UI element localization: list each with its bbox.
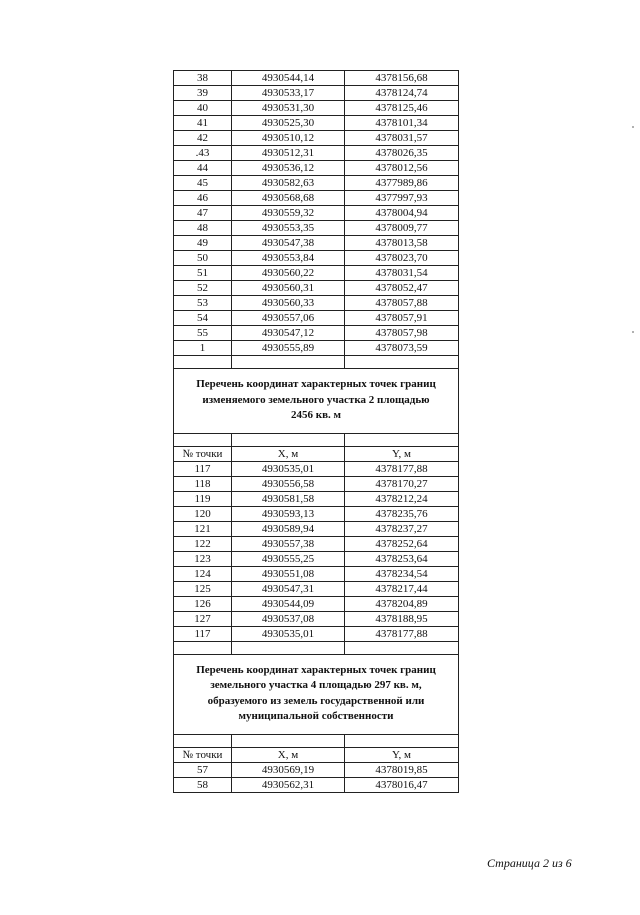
blank-cell — [345, 734, 459, 747]
y-coordinate-cell: 4378188,95 — [345, 611, 459, 626]
x-coordinate-cell: 4930544,14 — [232, 71, 345, 86]
table-row — [174, 101, 459, 116]
page-number: Страница 2 из 6 — [487, 856, 572, 870]
point-number-cell: 57 — [174, 762, 232, 777]
table-row — [174, 491, 459, 506]
point-number-cell: 58 — [174, 777, 232, 792]
coordinates-table-body — [174, 71, 459, 793]
table-row — [174, 777, 459, 792]
blank-cell — [174, 433, 232, 446]
y-coordinate-cell: 4378125,46 — [345, 101, 459, 116]
y-coordinate-header: Y, м — [345, 747, 459, 762]
y-coordinate-header: Y, м — [345, 446, 459, 461]
y-coordinate-cell: 4378124,74 — [345, 86, 459, 101]
x-coordinate-cell: 4930559,32 — [232, 206, 345, 221]
point-number-cell: .43 — [174, 146, 232, 161]
y-coordinate-cell: 4378073,59 — [345, 341, 459, 356]
x-coordinate-cell: 4930537,08 — [232, 611, 345, 626]
point-number-cell: 46 — [174, 191, 232, 206]
y-coordinate-cell: 4378052,47 — [345, 281, 459, 296]
y-coordinate-cell: 4378177,88 — [345, 626, 459, 641]
table-header-row — [174, 747, 459, 762]
table-row — [174, 206, 459, 221]
point-number-cell: 126 — [174, 596, 232, 611]
point-number-cell: 118 — [174, 476, 232, 491]
x-coordinate-cell: 4930582,63 — [232, 176, 345, 191]
point-number-cell: 124 — [174, 566, 232, 581]
blank-row — [174, 641, 459, 654]
x-coordinate-cell: 4930556,58 — [232, 476, 345, 491]
x-coordinate-cell: 4930547,12 — [232, 326, 345, 341]
blank-row — [174, 734, 459, 747]
x-coordinate-cell: 4930581,58 — [232, 491, 345, 506]
section-title-line: Перечень координат характерных точек границ — [196, 378, 436, 390]
table-row — [174, 581, 459, 596]
table-row — [174, 161, 459, 176]
x-coordinate-cell: 4930568,68 — [232, 191, 345, 206]
point-number-cell: 41 — [174, 116, 232, 131]
x-coordinate-cell: 4930535,01 — [232, 461, 345, 476]
y-coordinate-cell: 4378170,27 — [345, 476, 459, 491]
table-row — [174, 506, 459, 521]
point-number-cell: 55 — [174, 326, 232, 341]
y-coordinate-cell: 4378156,68 — [345, 71, 459, 86]
x-coordinate-cell: 4930535,01 — [232, 626, 345, 641]
point-number-cell: 45 — [174, 176, 232, 191]
x-coordinate-cell: 4930555,25 — [232, 551, 345, 566]
x-coordinate-cell: 4930560,33 — [232, 296, 345, 311]
point-number-cell: 53 — [174, 296, 232, 311]
table-row — [174, 251, 459, 266]
point-number-cell: 120 — [174, 506, 232, 521]
table-row — [174, 326, 459, 341]
point-number-cell: 1 — [174, 341, 232, 356]
blank-cell — [232, 433, 345, 446]
y-coordinate-cell: 4378012,56 — [345, 161, 459, 176]
x-coordinate-cell: 4930569,19 — [232, 762, 345, 777]
point-number-cell: 125 — [174, 581, 232, 596]
table-row — [174, 551, 459, 566]
section-title-line: муниципальной собственности — [238, 710, 394, 722]
x-coordinate-header: X, м — [232, 747, 345, 762]
table-row — [174, 236, 459, 251]
x-coordinate-cell: 4930547,38 — [232, 236, 345, 251]
table-row — [174, 221, 459, 236]
blank-cell — [174, 734, 232, 747]
table-row — [174, 476, 459, 491]
point-number-cell: 39 — [174, 86, 232, 101]
y-coordinate-cell: 4378016,47 — [345, 777, 459, 792]
y-coordinate-cell: 4378031,54 — [345, 266, 459, 281]
table-row — [174, 566, 459, 581]
y-coordinate-cell: 4378101,34 — [345, 116, 459, 131]
table-row — [174, 611, 459, 626]
y-coordinate-cell: 4377989,86 — [345, 176, 459, 191]
section-title-line: земельного участка 4 площадью 297 кв. м, — [210, 679, 422, 691]
x-coordinate-cell: 4930536,12 — [232, 161, 345, 176]
section-title-line: образуемого из земель государственной или — [207, 694, 425, 707]
x-coordinate-cell: 4930533,17 — [232, 86, 345, 101]
table-row — [174, 266, 459, 281]
point-number-header: № точки — [174, 446, 232, 461]
point-number-cell: 127 — [174, 611, 232, 626]
point-number-cell: 47 — [174, 206, 232, 221]
x-coordinate-cell: 4930553,84 — [232, 251, 345, 266]
x-coordinate-cell: 4930555,89 — [232, 341, 345, 356]
table-row — [174, 116, 459, 131]
point-number-cell: 52 — [174, 281, 232, 296]
table-row — [174, 626, 459, 641]
point-number-cell: 50 — [174, 251, 232, 266]
y-coordinate-cell: 4378023,70 — [345, 251, 459, 266]
y-coordinate-cell: 4378026,35 — [345, 146, 459, 161]
table-row — [174, 596, 459, 611]
section-title — [174, 369, 459, 434]
section-title-row — [174, 654, 459, 734]
table-row — [174, 191, 459, 206]
scan-speck — [632, 331, 634, 333]
table-row — [174, 146, 459, 161]
x-coordinate-cell: 4930560,22 — [232, 266, 345, 281]
point-number-cell: 38 — [174, 71, 232, 86]
table-row — [174, 296, 459, 311]
x-coordinate-cell: 4930551,08 — [232, 566, 345, 581]
x-coordinate-cell: 4930557,38 — [232, 536, 345, 551]
y-coordinate-cell: 4378019,85 — [345, 762, 459, 777]
scan-speck — [632, 126, 634, 128]
y-coordinate-cell: 4378009,77 — [345, 221, 459, 236]
blank-cell — [174, 356, 232, 369]
y-coordinate-cell: 4378177,88 — [345, 461, 459, 476]
y-coordinate-cell: 4378253,64 — [345, 551, 459, 566]
table-row — [174, 281, 459, 296]
table-row — [174, 131, 459, 146]
blank-cell — [232, 734, 345, 747]
section-title — [174, 654, 459, 734]
point-number-header: № точки — [174, 747, 232, 762]
blank-cell — [232, 641, 345, 654]
y-coordinate-cell: 4378013,58 — [345, 236, 459, 251]
point-number-cell: 51 — [174, 266, 232, 281]
x-coordinate-cell: 4930525,30 — [232, 116, 345, 131]
x-coordinate-cell: 4930531,30 — [232, 101, 345, 116]
x-coordinate-cell: 4930593,13 — [232, 506, 345, 521]
point-number-cell: 44 — [174, 161, 232, 176]
y-coordinate-cell: 4378057,98 — [345, 326, 459, 341]
section-title-line: изменяемого земельного участка 2 площадью — [202, 393, 430, 406]
x-coordinate-cell: 4930557,06 — [232, 311, 345, 326]
blank-row — [174, 356, 459, 369]
point-number-cell: 117 — [174, 626, 232, 641]
blank-cell — [345, 433, 459, 446]
y-coordinate-cell: 4378004,94 — [345, 206, 459, 221]
y-coordinate-cell: 4378217,44 — [345, 581, 459, 596]
table-row — [174, 86, 459, 101]
point-number-cell: 119 — [174, 491, 232, 506]
point-number-cell: 54 — [174, 311, 232, 326]
y-coordinate-cell: 4378212,24 — [345, 491, 459, 506]
point-number-cell: 40 — [174, 101, 232, 116]
x-coordinate-cell: 4930544,09 — [232, 596, 345, 611]
point-number-cell: 121 — [174, 521, 232, 536]
section-title-row — [174, 369, 459, 434]
y-coordinate-cell: 4378252,64 — [345, 536, 459, 551]
table-row — [174, 762, 459, 777]
blank-cell — [174, 641, 232, 654]
table-row — [174, 536, 459, 551]
blank-cell — [232, 356, 345, 369]
x-coordinate-cell: 4930510,12 — [232, 131, 345, 146]
table-row — [174, 521, 459, 536]
coordinates-table — [173, 70, 459, 793]
table-row — [174, 176, 459, 191]
x-coordinate-cell: 4930553,35 — [232, 221, 345, 236]
section-title-line: 2456 кв. м — [290, 409, 342, 421]
blank-cell — [345, 356, 459, 369]
point-number-cell: 117 — [174, 461, 232, 476]
y-coordinate-cell: 4378057,88 — [345, 296, 459, 311]
x-coordinate-cell: 4930512,31 — [232, 146, 345, 161]
y-coordinate-cell: 4378237,27 — [345, 521, 459, 536]
table-row — [174, 311, 459, 326]
y-coordinate-cell: 4378031,57 — [345, 131, 459, 146]
blank-row — [174, 433, 459, 446]
y-coordinate-cell: 4378204,89 — [345, 596, 459, 611]
table-row — [174, 71, 459, 86]
x-coordinate-cell: 4930560,31 — [232, 281, 345, 296]
point-number-cell: 42 — [174, 131, 232, 146]
blank-cell — [345, 641, 459, 654]
table-header-row — [174, 446, 459, 461]
x-coordinate-cell: 4930562,31 — [232, 777, 345, 792]
table-row — [174, 461, 459, 476]
x-coordinate-header: X, м — [232, 446, 345, 461]
point-number-cell: 48 — [174, 221, 232, 236]
point-number-cell: 123 — [174, 551, 232, 566]
y-coordinate-cell: 4377997,93 — [345, 191, 459, 206]
y-coordinate-cell: 4378057,91 — [345, 311, 459, 326]
x-coordinate-cell: 4930589,94 — [232, 521, 345, 536]
y-coordinate-cell: 4378235,76 — [345, 506, 459, 521]
y-coordinate-cell: 4378234,54 — [345, 566, 459, 581]
x-coordinate-cell: 4930547,31 — [232, 581, 345, 596]
section-title-line: Перечень координат характерных точек границ — [196, 663, 436, 676]
point-number-cell: 49 — [174, 236, 232, 251]
table-row — [174, 341, 459, 356]
point-number-cell: 122 — [174, 536, 232, 551]
